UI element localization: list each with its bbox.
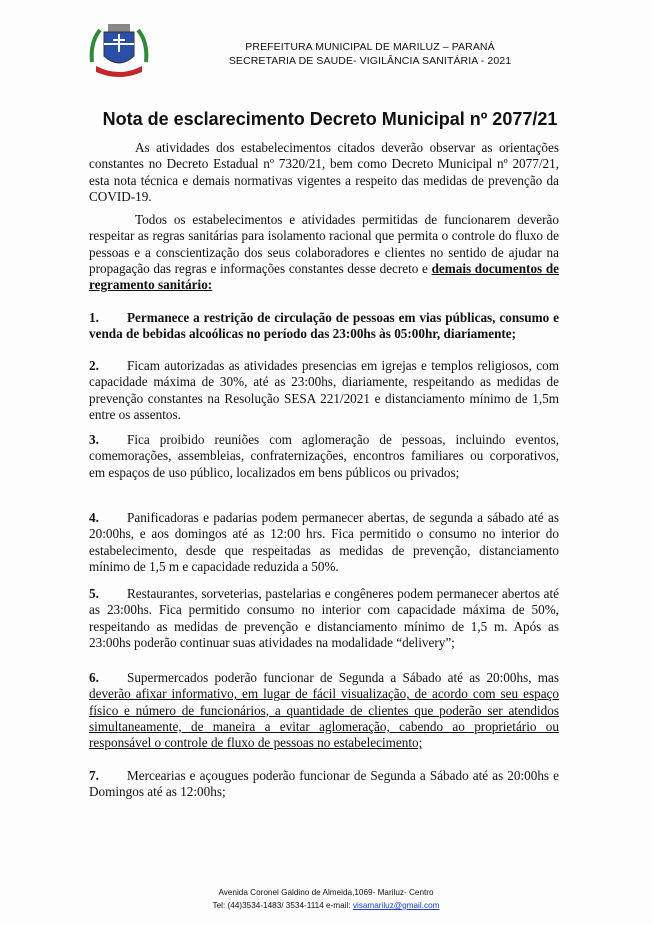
intro-2-emphasis: demais documentos de regramento sanitário:: [89, 260, 560, 293]
item-number: 3.: [89, 432, 99, 447]
item-text: Restaurantes, sorveterias, pastelarias e congêneres podem permanecer abertos até as 23:00hs. Fica permitido consumo no interior com capacidade máxima de 50%, respeitando as medidas de prevenção e distanciamento mínimo de 1,5 m. Após as 23:00hs poderão continuar suas atividades na modalidade “delivery”;: [89, 586, 559, 650]
item-text: Supermercados poderão funcionar de Segunda a Sábado até as 20:00hs, mas: [127, 670, 559, 685]
item-number: 7.: [89, 768, 99, 783]
item-6: [89, 670, 559, 751]
item-7: [89, 768, 559, 801]
item-text: Panificadoras e padarias podem permanecer abertas, de segunda a sábado até as 20:00hs, e aos domingos até as 12:00 hrs. Fica permitido o consumo no interior do estabelecimento, desde que respeitadas as medidas de prevenção, distanciamento mínimo de 1,5 m e capacidade reduzida a 50%.: [89, 510, 559, 574]
header-line-2: SECRETARIA DE SAUDE- VIGILÂNCIA SANITÁRIA - 2021: [228, 55, 512, 67]
item-text: Permanece a restrição de circulação de pessoas em vias públicas, consumo e venda de bebidas alcoólicas no período das 23:00hs às 05:00hr, diariamente;: [89, 310, 559, 342]
intro-paragraph-2: [89, 212, 559, 293]
footer-contact: [0, 901, 652, 910]
item-4: [89, 510, 559, 575]
municipal-coat-of-arms-logo: [88, 22, 150, 78]
item-number: 4.: [89, 510, 99, 525]
item-3: [89, 432, 559, 481]
footer-email-link[interactable]: visamariluz@gmail.com: [352, 901, 440, 910]
item-number: 2.: [89, 358, 99, 373]
item-text: Mercearias e açougues poderão funcionar de Segunda a Sábado até as 20:00hs e Domingos até as 12:00hs;: [89, 768, 559, 800]
header-line-1: PREFEITURA MUNICIPAL DE MARILUZ – PARANÁ: [245, 41, 495, 53]
intro-2-text: Todos os estabelecimentos e atividades permitidas de funcionarem deverão respeitar as regras sanitárias para isolamento racional que permita o controle do fluxo de pessoas e a conscientização dos seus colaboradores e clientes no sentido de ajudar na propagação das regras e informações constantes desse decreto e: [89, 212, 559, 276]
item-text: Ficam autorizadas as atividades presencias em igrejas e templos religiosos, com capacidade máxima de 30%, até as 23:00hs, diariamente, respeitando as medidas de prevenção constantes na Resolução SESA 221/2021 e distanciamento mínimo de 1,5m entre os assentos.: [89, 358, 559, 422]
item-5: [89, 586, 559, 651]
intro-paragraph-1: As atividades dos estabelecimentos citados deverão observar as orientações constantes no Decreto Estadual nº 7320/21, bem como Decreto Municipal nº 2077/21, esta nota técnica e demais normativas vigentes a respeito das medidas de prevenção da COVID-19.: [89, 140, 559, 204]
footer-address: Avenida Coronel Galdino de Almeida,1069- Mariluz- Centro: [218, 888, 434, 897]
item-number: 5.: [89, 586, 99, 601]
item-text: Fica proibido reuniões com aglomeração de pessoas, incluindo eventos, comemorações, assembleias, confraternizações, encontros familiares ou corporativos, em espaços de uso público, localizados em bens públicos ou privados;: [89, 432, 559, 480]
footer-phone: Tel: (44)3534-1483/ 3534-1114 e-mail:: [212, 901, 351, 910]
item-6-underlined-text: deverão afixar informativo, em lugar de fácil visualização, de acordo com seu espaço físico e número de funcionários, a quantidade de clientes que poderão ser atendidos simultaneamente, de maneira a evitar aglomeração, cabendo ao proprietário ou responsável o controle de fluxo de pessoas no estabelecimento;: [89, 686, 559, 751]
item-1: [89, 310, 559, 343]
page-title: Nota de esclarecimento Decreto Municipal nº 2077/21: [102, 109, 558, 129]
item-number: 1.: [89, 310, 99, 325]
item-2: [89, 358, 559, 423]
item-number: 6.: [89, 670, 99, 685]
